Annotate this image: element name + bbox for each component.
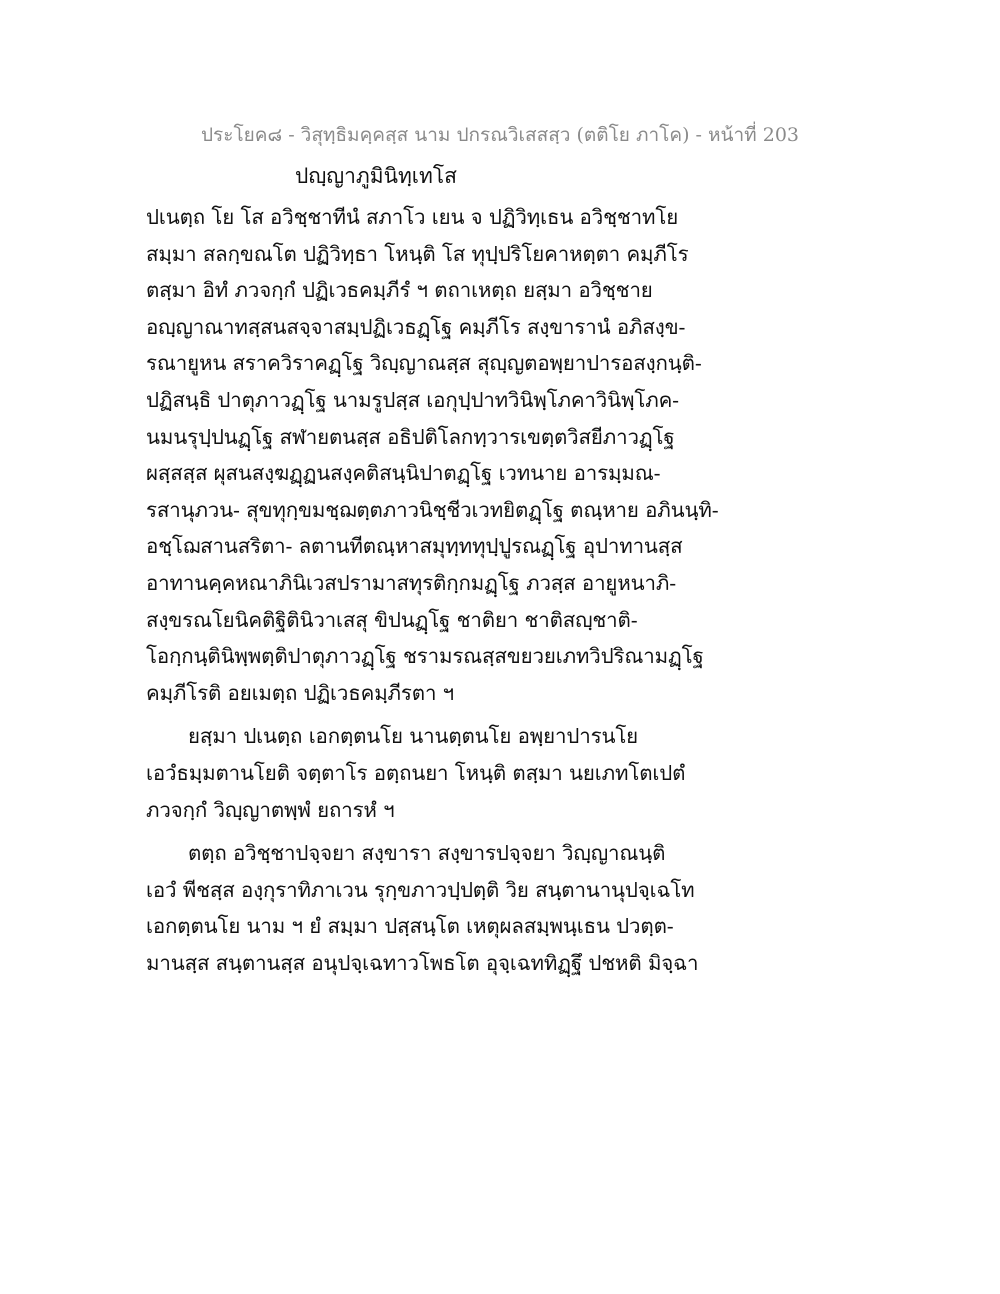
paragraph-gap: [146, 711, 706, 718]
paragraph-3: [146, 835, 706, 981]
text-line: สมฺมา สลกฺขณโต ปฏิวิทฺธา โหนฺติ โส ทุปฺปริโยคาหตฺตา คมฺภีโร: [146, 241, 689, 266]
body-text: [146, 199, 719, 981]
text-line: อชฺโฌสานสริตา- ลตานทีตณฺหาสมุทฺททุปฺปูรณฏฺโฐ อุปาทานสฺส: [146, 534, 683, 559]
text-line: มานสฺส สนฺตานสฺส อนุปจฺเฉทาวโพธโต อุจฺเฉททิฏฺฐึ ปชหติ มิจฺฉา: [146, 950, 699, 975]
text-line: รณายูหน สราควิราคฏฺโฐ วิญฺญาณสฺส สุญฺญตอพฺยาปารอสงฺกนฺติ-: [146, 351, 702, 376]
text-line: ผสฺสสฺส ผุสนสงฺฆฏฺฏนสงฺคติสนฺนิปาตฏฺโฐ เวทนาย อารมฺมณ-: [146, 461, 661, 486]
paragraph-gap: [146, 828, 706, 835]
text-line: ตสฺมา อิทํ ภวจกฺกํ ปฏิเวธคมฺภีรํ ฯ ตถาเหตฺถ ยสฺมา อวิชฺชาย: [146, 278, 653, 303]
text-line: เอวํ พีชสฺส องฺกุราทิภาเวน รุกฺขภาวปฺปตฺติ วิย สนฺตานานุปจฺเฉโท: [146, 877, 695, 902]
text-line: รสานุภวน- สุขทุกฺขมชฺฌตฺตภาวนิชฺชีวเวทยิตฏฺโฐ ตณฺหาย อภินนฺทิ-: [146, 497, 719, 522]
text-line: นมนรุปฺปนฏฺโฐ สฬายตนสฺส อธิปติโลกทฺวารเขตฺตวิสยีภาวฏฺโฐ: [146, 424, 675, 449]
text-line: ปฏิสนฺธิ ปาตุภาวฏฺโฐ นามรูปสฺส เอกุปฺปาทวินิพฺโภคาวินิพฺโภค-: [146, 387, 679, 412]
text-line: คมฺภีโรติ อยเมตฺถ ปฏิเวธคมฺภีรตา ฯ: [146, 680, 455, 705]
text-line: เอวํธมฺมตานโยติ จตฺตาโร อตฺถนยา โหนฺติ ตสฺมา นยเภทโตเปตํ: [146, 760, 686, 785]
text-line: เอกตฺตนโย นาม ฯ ยํ สมฺมา ปสฺสนฺโต เหตุผลสมฺพนฺเธน ปวตฺต-: [146, 914, 674, 939]
text-line: ตตฺถ อวิชฺชาปจฺจยา สงฺขารา สงฺขารปจฺจยา วิญฺญาณนฺติ: [188, 841, 666, 866]
text-line: ยสฺมา ปเนตฺถ เอกตฺตนโย นานตฺตนโย อพฺยาปารนโย: [188, 724, 639, 749]
text-line: ภวจกฺกํ วิญฺญาตพฺพํ ยถารหํ ฯ: [146, 797, 395, 822]
text-line: อาทานคฺคหณาภินิเวสปรามาสทุรติกฺกมฏฺโฐ ภวสฺส อายูหนาภิ-: [146, 570, 677, 595]
paragraph-1: [146, 199, 719, 711]
text-line: สงฺขรณโยนิคติฐิตินิวาเสสุ ขิปนฏฺโฐ ชาติยา ชาติสญฺชาติ-: [146, 607, 638, 632]
text-line: โอกฺกนฺตินิพฺพตฺติปาตุภาวฏฺโฐ ชรามรณสฺสขยวยเภทวิปริณามฏฺโฐ: [146, 644, 704, 669]
paragraph-2: [146, 718, 706, 828]
running-header: ประโยค๘ - วิสุทฺธิมคฺคสฺส นาม ปกรณวิเสสสฺว (ตติโย ภาโค) - หน้าที่ 203: [200, 124, 800, 146]
section-title: ปญฺญาภูมินิทฺเทโส: [295, 164, 457, 188]
text-line: อญฺญาณาทสฺสนสจฺจาสมฺปฏิเวธฏฺโฐ คมฺภีโร สงฺขารานํ อภิสงฺข-: [146, 314, 686, 339]
text-line: ปเนตฺถ โย โส อวิชฺชาทีนํ สภาโว เยน จ ปฏิวิทฺเธน อวิชฺชาทโย: [146, 205, 679, 229]
